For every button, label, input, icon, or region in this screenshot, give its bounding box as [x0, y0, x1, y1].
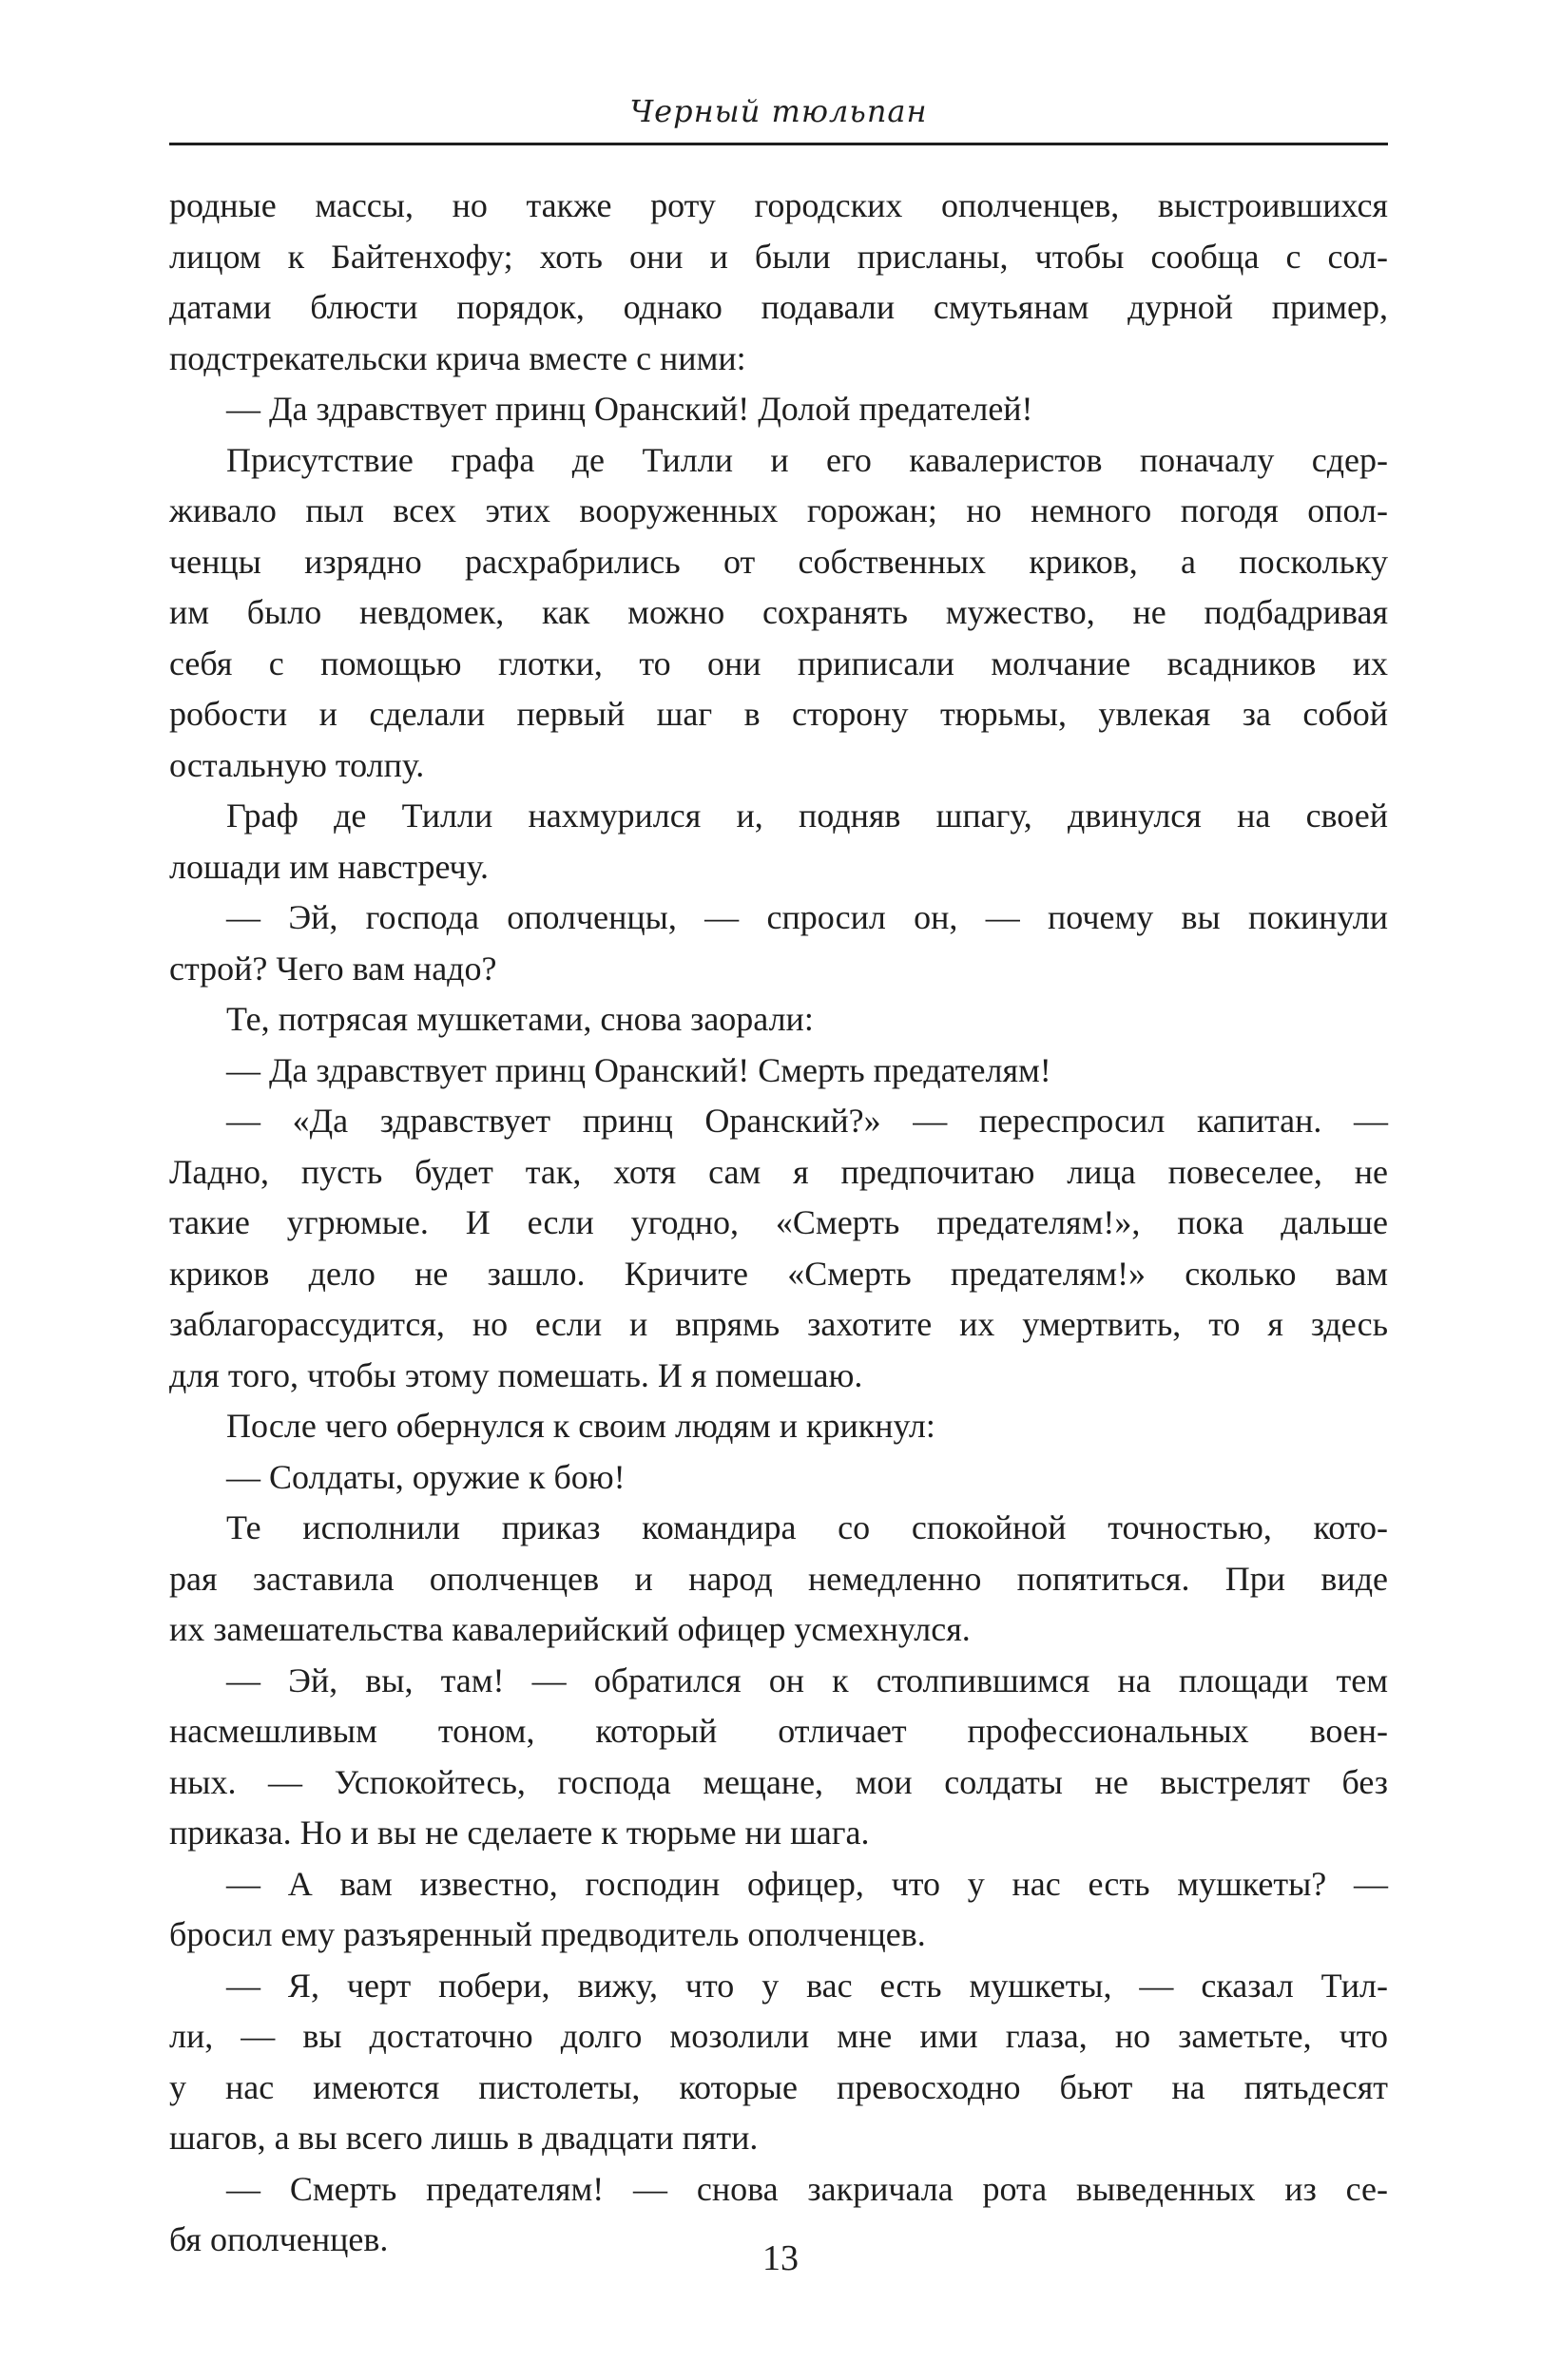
page-number: 13: [762, 2238, 799, 2278]
text-line: — Да здравствует принц Оранский! Долой предателей!: [226, 390, 1033, 428]
text-line: лицом к Байтенхофу; хоть они и были присланы, чтобы сообща с сол-: [169, 237, 1388, 276]
text-line: рая заставила ополченцев и народ немедленно попятиться. При виде: [169, 1559, 1388, 1598]
text-line: такие угрюмые. И если угодно, «Смерть предателям!», пока дальше: [169, 1203, 1388, 1241]
text-line: приказа. Но и вы не сделаете к тюрьме ни шага.: [169, 1814, 870, 1852]
text-line: остальную толпу.: [169, 745, 425, 784]
text-line: Те исполнили приказ командира со спокойной точностью, кото-: [226, 1508, 1388, 1546]
text-line: бя ополченцев.: [169, 2220, 389, 2258]
text-line: — Я, черт побери, вижу, что у вас есть мушкеты, — сказал Тил-: [226, 1966, 1388, 2005]
text-line: — Эй, вы, там! — обратился он к столпившимся на площади тем: [226, 1660, 1388, 1699]
text-line: заблагорассудится, но если и впрямь захотите их умертвить, то я здесь: [169, 1305, 1388, 1343]
text-line: ли, — вы достаточно долго мозолили мне ими глаза, но заметьте, что: [169, 2017, 1388, 2055]
text-line: После чего обернулся к своим людям и крикнул:: [226, 1407, 935, 1445]
text-line: Ладно, пусть будет так, хотя сам я предпочитаю лица повеселее, не: [169, 1152, 1388, 1191]
text-line: им было невдомек, как можно сохранять мужество, не подбадривая: [169, 593, 1388, 631]
text-line: ченцы изрядно расхрабрились от собственных криков, а поскольку: [169, 542, 1388, 581]
text-line: подстрекательски крича вместе с ними:: [169, 338, 746, 377]
text-line: — Смерть предателям! — снова закричала рота выведенных из се-: [226, 2169, 1388, 2208]
text-line: у нас имеются пистолеты, которые превосходно бьют на пятьдесят: [169, 2067, 1388, 2106]
text-line: строй? Чего вам надо?: [169, 949, 497, 988]
text-line: их замешательства кавалерийский офицер усмехнулся.: [169, 1610, 971, 1648]
text-line: Те, потрясая мушкетами, снова заорали:: [226, 1000, 814, 1038]
text-line: ных. — Успокойтесь, господа мещане, мои солдаты не выстрелят без: [169, 1762, 1388, 1801]
text-line: бросил ему разъяренный предводитель ополченцев.: [169, 1915, 926, 1953]
text-line: — Да здравствует принц Оранский! Смерть предателям!: [226, 1050, 1051, 1089]
text-line: — «Да здравствует принц Оранский?» — переспросил капитан. —: [226, 1102, 1388, 1140]
text-line: — Солдаты, оружие к бою!: [226, 1457, 626, 1496]
text-line: Присутствие графа де Тилли и его кавалеристов поначалу сдер-: [226, 440, 1388, 479]
text-line: — А вам известно, господин офицер, что у нас есть мушкеты? —: [226, 1864, 1388, 1903]
text-line: лошади им навстречу.: [169, 847, 490, 886]
text-line: — Эй, господа ополченцы, — спросил он, — почему вы покинули: [226, 898, 1388, 936]
text-line: датами блюсти порядок, однако подавали смутьянам дурной пример,: [169, 288, 1388, 326]
text-line: насмешливым тоном, который отличает профессиональных воен-: [169, 1712, 1388, 1750]
text-line: родные массы, но также роту городских ополченцев, выстроившихся: [169, 186, 1388, 224]
text-line: для того, чтобы этому помешать. И я помешаю.: [169, 1355, 863, 1394]
running-title: Черный тюльпан: [629, 93, 928, 129]
text-line: робости и сделали первый шаг в сторону тюрьмы, увлекая за собой: [169, 695, 1388, 733]
text-line: себя с помощью глотки, то они приписали молчание всадников их: [169, 643, 1388, 682]
text-line: шагов, а вы всего лишь в двадцати пяти.: [169, 2119, 759, 2157]
text-line: криков дело не зашло. Кричите «Смерть предателям!» сколько вам: [169, 1254, 1388, 1293]
header-rule: [169, 143, 1388, 145]
body-text: [169, 181, 1388, 2266]
text-line: живало пыл всех этих вооруженных горожан; но немного погодя опол-: [169, 491, 1388, 529]
text-line: Граф де Тилли нахмурился и, подняв шпагу, двинулся на своей: [226, 797, 1388, 835]
